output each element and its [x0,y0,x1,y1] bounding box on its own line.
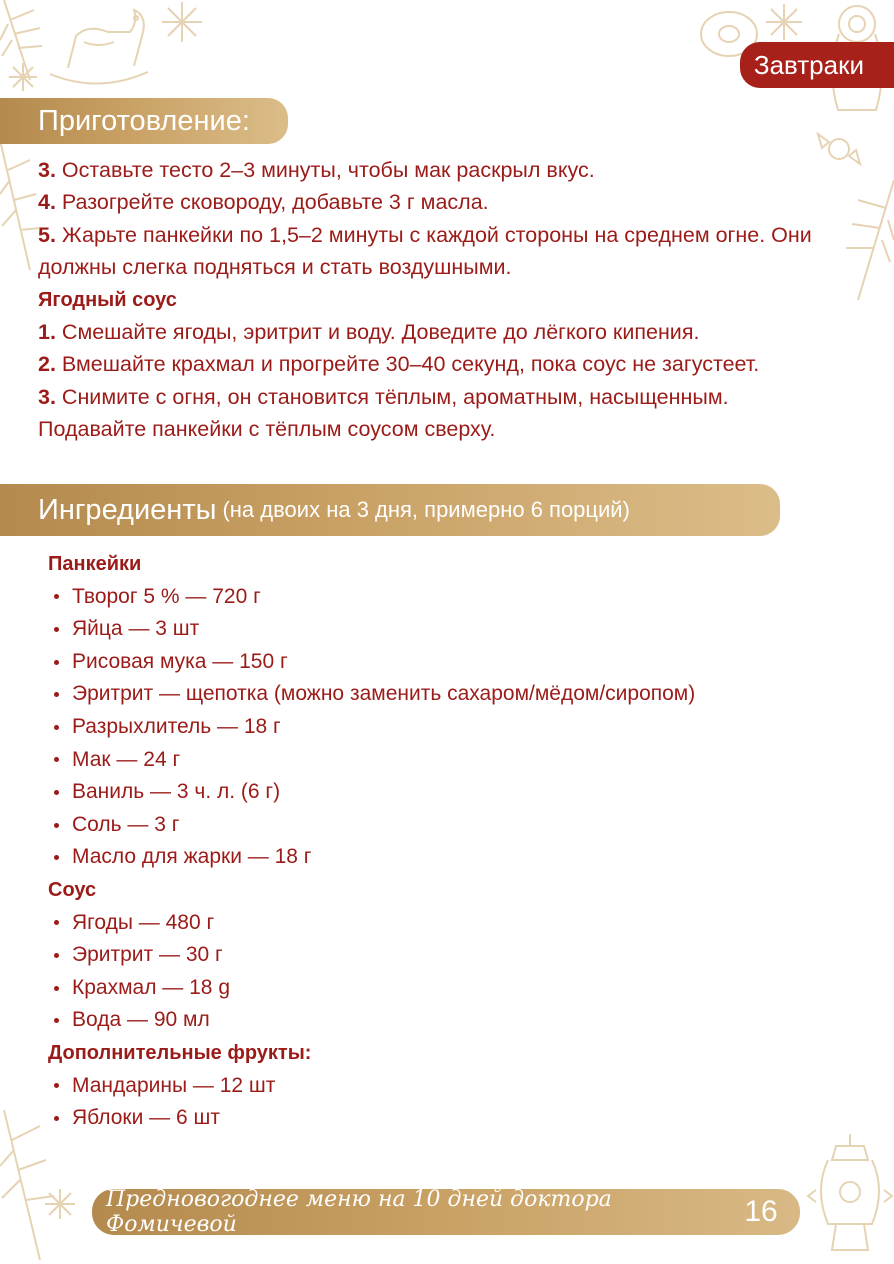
prep-step [38,154,838,186]
list-item [48,841,848,874]
list-item [48,809,848,842]
list-item [48,1102,848,1135]
rocking-horse-icon [38,2,158,92]
ingredients-heading: Ингредиенты [38,493,217,526]
bullet-icon [54,920,59,925]
bullet-icon [54,823,59,828]
bullet-icon [54,1018,59,1023]
preparation-heading-bar [0,98,288,144]
page-footer [92,1189,800,1235]
list-item-label: Рисовая мука — 150 г [72,649,288,673]
section-tag-label: Завтраки [753,49,864,80]
ingredient-group-title: Дополнительные фрукты: [48,1041,312,1064]
page-number: 16 [744,1195,778,1228]
step-number: 3. [38,384,56,409]
step-number: 5. [38,222,56,247]
list-item [48,1070,848,1103]
section-tag [740,42,894,88]
list-item [48,711,848,744]
list-item-label: Яблоки — 6 шт [72,1106,220,1130]
list-item-label: Ваниль — 3 ч. л. (6 г) [72,780,281,804]
sauce-step [38,381,838,446]
list-item [48,613,848,646]
book-title: Предновогоднее меню на 10 дней доктора Фомичевой [106,1187,612,1237]
bullet-icon [54,790,59,795]
sauce-step [38,348,838,380]
list-item [48,646,848,679]
step-text: Разогрейте сковороду, добавьте 3 г масла. [55,190,489,215]
prep-step [38,186,838,218]
step-text: Снимите с огня, он становится тёплым, ароматным, насыщенным. Подавайте панкейки с тёплым соусом сверху. [38,384,729,442]
step-text: Смешайте ягоды, эритрит и воду. Доведите до лёгкого кипения. [55,320,700,345]
step-number: 4. [38,190,56,215]
bullet-icon [54,692,59,697]
list-item-label: Вода — 90 мл [72,1008,210,1032]
prep-step [38,219,838,284]
ingredient-group-title: Панкейки [48,553,142,575]
list-item-label: Мандарины — 12 шт [72,1073,276,1097]
bullet-icon [54,725,59,730]
snowflake-icon [8,62,38,92]
list-item-label: Творог 5 % — 720 г [72,584,261,608]
bullet-icon [54,953,59,958]
list-item-label: Ягоды — 480 г [72,910,215,934]
step-text: Вмешайте крахмал и прогрейте 30–40 секунд, пока соус не загустеет. [55,352,760,377]
bullet-icon [54,1083,59,1088]
sauce-heading: Ягодный соус [38,288,177,311]
bullet-icon [54,627,59,632]
snowflake-icon [44,1188,76,1220]
step-number: 3. [38,158,56,182]
list-item [48,776,848,809]
bullet-icon [54,660,59,665]
bullet-icon [54,986,59,991]
fir-branch-icon [0,0,50,90]
ingredient-group-title: Соус [48,878,97,901]
step-number: 1. [38,320,56,345]
bullet-icon [54,757,59,762]
list-item-label: Мак — 24 г [72,747,181,771]
bullet-icon [54,594,59,599]
ingredients-heading-bar [0,484,780,536]
ingredients-list [48,548,848,1135]
list-item [48,1004,848,1037]
list-item [48,744,848,777]
list-item-label: Соль — 3 г [72,812,180,836]
list-item-label: Эритрит — щепотка (можно заменить сахаром/мёдом/сиропом) [72,682,696,706]
list-item-label: Яйца — 3 шт [72,617,200,641]
preparation-text [38,154,838,446]
fir-branch-icon [0,130,40,280]
samovar-icon [806,1130,894,1264]
fir-branch-icon [838,180,894,310]
list-item [48,581,848,614]
list-item-label: Масло для жарки — 18 г [72,845,312,869]
ingredients-subheading: (на двоих на 3 дня, примерно 6 порций) [222,497,630,522]
bullet-icon [54,1116,59,1121]
bullet-icon [54,855,59,860]
list-item [48,939,848,972]
list-item [48,678,848,711]
list-item [48,907,848,940]
list-item-label: Разрыхлитель — 18 г [72,714,281,738]
list-item [48,972,848,1005]
step-text: Оставьте тесто 2–3 минуты, чтобы мак раскрыл вкус. [55,158,595,182]
snowflake-icon [160,0,204,44]
preparation-heading: Приготовление: [38,104,250,137]
step-text: Жарьте панкейки по 1,5–2 минуты с каждой стороны на среднем огне. Они должны слегка подняться и стать воздушными. [38,222,812,280]
list-item-label: Крахмал — 18 g [72,975,231,999]
sauce-step [38,316,838,348]
step-number: 2. [38,352,56,377]
snowflake-icon [764,2,804,42]
list-item-label: Эритрит — 30 г [72,943,223,967]
